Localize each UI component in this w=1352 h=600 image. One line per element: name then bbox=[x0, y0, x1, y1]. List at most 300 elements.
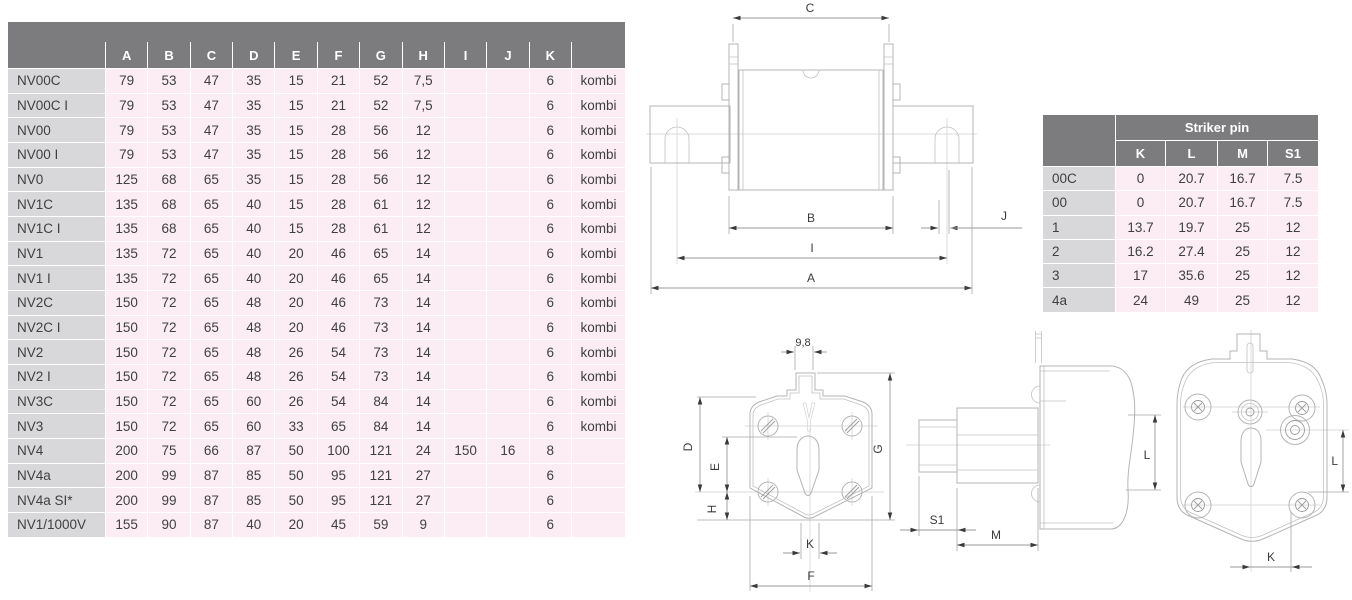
table-cell: 24 bbox=[402, 438, 444, 463]
dim-label-s1: S1 bbox=[929, 513, 945, 527]
table-cell: 150 bbox=[105, 339, 147, 364]
row-label: NV4a bbox=[8, 463, 105, 488]
table-cell: 6 bbox=[529, 216, 571, 241]
table-cell: 25 bbox=[1217, 239, 1267, 263]
table-cell: 73 bbox=[359, 364, 401, 389]
table-cell: 35 bbox=[232, 68, 274, 93]
table-cell: 150 bbox=[105, 364, 147, 389]
table-cell: 73 bbox=[359, 339, 401, 364]
table-cell: 20 bbox=[274, 265, 316, 290]
table-cell bbox=[486, 216, 528, 241]
dim-label-m: M bbox=[991, 528, 1001, 542]
table-cell bbox=[444, 241, 486, 266]
table-cell: 20.7 bbox=[1165, 190, 1217, 214]
table-cell: 14 bbox=[402, 265, 444, 290]
table-cell: 73 bbox=[359, 290, 401, 315]
table-cell: 135 bbox=[105, 241, 147, 266]
table-cell: 14 bbox=[402, 241, 444, 266]
table-cell: 125 bbox=[105, 167, 147, 192]
row-label: NV00C I bbox=[8, 93, 105, 118]
dim-label-c: C bbox=[805, 1, 815, 15]
table-cell: 47 bbox=[190, 93, 232, 118]
table-cell: 54 bbox=[317, 389, 359, 414]
table-cell: 65 bbox=[359, 265, 401, 290]
row-label: NV2C bbox=[8, 290, 105, 315]
table-cell: 72 bbox=[147, 364, 189, 389]
table-cell: 20 bbox=[274, 512, 316, 537]
column-header: C bbox=[190, 42, 232, 68]
table-cell: 84 bbox=[359, 389, 401, 414]
table-cell: 12 bbox=[1267, 263, 1318, 287]
column-header: J bbox=[486, 42, 528, 68]
table-cell: 15 bbox=[274, 93, 316, 118]
table-cell: 6 bbox=[529, 339, 571, 364]
table-cell: 52 bbox=[359, 68, 401, 93]
table-cell: 28 bbox=[317, 167, 359, 192]
table-cell bbox=[486, 339, 528, 364]
table-cell bbox=[444, 68, 486, 93]
table-cell: 6 bbox=[529, 389, 571, 414]
table-cell: 7,5 bbox=[402, 93, 444, 118]
row-label: 00C bbox=[1043, 166, 1115, 190]
table-cell: 19.7 bbox=[1165, 215, 1217, 239]
table-cell: 72 bbox=[147, 265, 189, 290]
table-cell: 60 bbox=[232, 389, 274, 414]
table-cell: 25 bbox=[1217, 215, 1267, 239]
table-cell: 26 bbox=[274, 389, 316, 414]
table-cell: 95 bbox=[317, 487, 359, 512]
table-cell: 12 bbox=[402, 142, 444, 167]
dimensions-table bbox=[8, 22, 625, 537]
table-cell: 65 bbox=[190, 216, 232, 241]
table-cell: 26 bbox=[274, 339, 316, 364]
table-cell: 40 bbox=[232, 241, 274, 266]
table-cell: 47 bbox=[190, 68, 232, 93]
table-cell: 53 bbox=[147, 117, 189, 142]
table-cell bbox=[486, 167, 528, 192]
table-cell: 6 bbox=[529, 93, 571, 118]
table-header-band bbox=[8, 22, 625, 42]
technical-drawings bbox=[630, 0, 1352, 600]
table-cell bbox=[444, 512, 486, 537]
table-cell bbox=[444, 191, 486, 216]
table-cell bbox=[486, 463, 528, 488]
table-cell bbox=[571, 463, 625, 488]
table-cell: 13.7 bbox=[1115, 215, 1165, 239]
column-header: S1 bbox=[1267, 141, 1318, 166]
table-cell: kombi bbox=[571, 117, 625, 142]
table-cell: 25 bbox=[1217, 287, 1267, 311]
table-cell: 65 bbox=[317, 413, 359, 438]
table-cell: kombi bbox=[571, 265, 625, 290]
table-cell bbox=[444, 265, 486, 290]
table-cell: 6 bbox=[529, 290, 571, 315]
table-cell: 15 bbox=[274, 142, 316, 167]
table-cell: 84 bbox=[359, 413, 401, 438]
row-label: NV1/1000V bbox=[8, 512, 105, 537]
table-cell bbox=[486, 191, 528, 216]
table-cell: 28 bbox=[317, 191, 359, 216]
table-cell: 15 bbox=[274, 117, 316, 142]
dim-label-b: B bbox=[806, 211, 816, 225]
table-cell: 6 bbox=[529, 117, 571, 142]
table-cell: 35 bbox=[232, 167, 274, 192]
table-cell: 40 bbox=[232, 265, 274, 290]
table-cell: 20 bbox=[274, 315, 316, 340]
column-header: E bbox=[274, 42, 316, 68]
table-cell bbox=[486, 290, 528, 315]
table-cell: 46 bbox=[317, 265, 359, 290]
row-label: NV4 bbox=[8, 438, 105, 463]
table-cell: 65 bbox=[190, 364, 232, 389]
table-cell bbox=[486, 315, 528, 340]
table-cell bbox=[486, 413, 528, 438]
table-cell: 6 bbox=[529, 364, 571, 389]
table-cell: 47 bbox=[190, 117, 232, 142]
table-cell: 6 bbox=[529, 413, 571, 438]
table-cell bbox=[486, 265, 528, 290]
table-cell: 61 bbox=[359, 191, 401, 216]
table-cell: 46 bbox=[317, 290, 359, 315]
table-cell: 6 bbox=[529, 191, 571, 216]
table-cell: 53 bbox=[147, 93, 189, 118]
row-label: 2 bbox=[1043, 239, 1115, 263]
table-cell: 135 bbox=[105, 265, 147, 290]
column-header: I bbox=[444, 42, 486, 68]
table-cell bbox=[486, 389, 528, 414]
row-label: NV4a SI* bbox=[8, 487, 105, 512]
row-label: NV00C bbox=[8, 68, 105, 93]
table-cell: 24 bbox=[1115, 287, 1165, 311]
table-cell: kombi bbox=[571, 216, 625, 241]
table-cell: 79 bbox=[105, 68, 147, 93]
row-label: NV3C bbox=[8, 389, 105, 414]
table-cell bbox=[571, 512, 625, 537]
dim-label-l-side: L bbox=[1143, 448, 1151, 462]
table-cell: 200 bbox=[105, 463, 147, 488]
table-cell: 6 bbox=[529, 68, 571, 93]
table-cell: 65 bbox=[190, 241, 232, 266]
table-cell: kombi bbox=[571, 167, 625, 192]
table-cell: 50 bbox=[274, 438, 316, 463]
table-cell: 87 bbox=[190, 512, 232, 537]
table-cell: 99 bbox=[147, 463, 189, 488]
table-cell: 12 bbox=[1267, 239, 1318, 263]
table-cell: 28 bbox=[317, 142, 359, 167]
table-cell bbox=[486, 364, 528, 389]
table-cell bbox=[444, 167, 486, 192]
row-label: NV2 bbox=[8, 339, 105, 364]
table-cell: 21 bbox=[317, 68, 359, 93]
table-cell: 33 bbox=[274, 413, 316, 438]
table-cell bbox=[444, 413, 486, 438]
table-cell: kombi bbox=[571, 413, 625, 438]
table-cell: 46 bbox=[317, 315, 359, 340]
table-cell: 20 bbox=[274, 290, 316, 315]
table-cell: 12 bbox=[402, 216, 444, 241]
table-cell: 72 bbox=[147, 315, 189, 340]
table-cell: 14 bbox=[402, 364, 444, 389]
table-cell: 6 bbox=[529, 265, 571, 290]
table-cell: kombi bbox=[571, 142, 625, 167]
table-cell: 72 bbox=[147, 413, 189, 438]
table-cell: 0 bbox=[1115, 190, 1165, 214]
table-cell: 155 bbox=[105, 512, 147, 537]
row-label: 00 bbox=[1043, 190, 1115, 214]
table-cell: 48 bbox=[232, 290, 274, 315]
table-cell: 121 bbox=[359, 487, 401, 512]
table-cell: 27 bbox=[402, 487, 444, 512]
table-cell bbox=[486, 487, 528, 512]
row-label: NV1C bbox=[8, 191, 105, 216]
table-cell bbox=[444, 142, 486, 167]
table-cell: 16.7 bbox=[1217, 166, 1267, 190]
table-cell bbox=[444, 339, 486, 364]
table-cell: 87 bbox=[190, 463, 232, 488]
table-cell: 72 bbox=[147, 290, 189, 315]
column-header bbox=[571, 42, 625, 68]
table-cell: 90 bbox=[147, 512, 189, 537]
column-header: L bbox=[1165, 141, 1217, 166]
table-cell: 53 bbox=[147, 68, 189, 93]
table-cell: 79 bbox=[105, 117, 147, 142]
table-cell: 45 bbox=[317, 512, 359, 537]
table-cell: kombi bbox=[571, 389, 625, 414]
table-cell: 150 bbox=[105, 315, 147, 340]
table-cell bbox=[486, 68, 528, 93]
dim-label-i: I bbox=[810, 241, 814, 255]
table-cell: 68 bbox=[147, 191, 189, 216]
table-cell: 99 bbox=[147, 487, 189, 512]
table-cell bbox=[486, 117, 528, 142]
dim-label-d: D bbox=[681, 442, 695, 452]
table-cell: 40 bbox=[232, 191, 274, 216]
table-cell: 8 bbox=[529, 438, 571, 463]
table-cell: 60 bbox=[232, 413, 274, 438]
table-cell: 7.5 bbox=[1267, 166, 1318, 190]
row-label: NV00 I bbox=[8, 142, 105, 167]
table-cell: 73 bbox=[359, 315, 401, 340]
table-cell bbox=[444, 487, 486, 512]
dim-label-e: E bbox=[708, 462, 722, 472]
table-cell: 72 bbox=[147, 389, 189, 414]
table-cell: 14 bbox=[402, 290, 444, 315]
table-corner bbox=[8, 42, 105, 68]
table-cell: 14 bbox=[402, 315, 444, 340]
table-cell: 6 bbox=[529, 512, 571, 537]
table-cell bbox=[444, 117, 486, 142]
table-cell: 12 bbox=[402, 167, 444, 192]
table-cell: kombi bbox=[571, 93, 625, 118]
table-cell bbox=[444, 290, 486, 315]
row-label: NV00 bbox=[8, 117, 105, 142]
table-cell: 68 bbox=[147, 167, 189, 192]
table-cell: 87 bbox=[232, 438, 274, 463]
table-cell: 9 bbox=[402, 512, 444, 537]
table-cell: 28 bbox=[317, 216, 359, 241]
table-cell: 16.2 bbox=[1115, 239, 1165, 263]
table-cell: 6 bbox=[529, 241, 571, 266]
column-header: K bbox=[1115, 141, 1165, 166]
table-cell: 150 bbox=[105, 413, 147, 438]
dim-label-k: K bbox=[805, 537, 815, 551]
table-cell: 85 bbox=[232, 463, 274, 488]
table-cell: 65 bbox=[190, 413, 232, 438]
table-cell: 65 bbox=[190, 290, 232, 315]
table-cell: 48 bbox=[232, 364, 274, 389]
row-label: NV2C I bbox=[8, 315, 105, 340]
table-cell: 6 bbox=[529, 142, 571, 167]
table-cell: 17 bbox=[1115, 263, 1165, 287]
table-cell: 46 bbox=[317, 241, 359, 266]
table-cell: 200 bbox=[105, 438, 147, 463]
table-cell: kombi bbox=[571, 191, 625, 216]
row-label: NV1C I bbox=[8, 216, 105, 241]
dim-label-l-rear: L bbox=[1331, 454, 1338, 468]
table-cell: 40 bbox=[232, 512, 274, 537]
table-cell: 121 bbox=[359, 438, 401, 463]
table-cell: 56 bbox=[359, 117, 401, 142]
table-cell: 12 bbox=[402, 191, 444, 216]
table-cell: 56 bbox=[359, 167, 401, 192]
table-cell: 7.5 bbox=[1267, 190, 1318, 214]
table-cell bbox=[571, 487, 625, 512]
table-cell: 35 bbox=[232, 93, 274, 118]
table-cell: 6 bbox=[529, 487, 571, 512]
table-cell: 7,5 bbox=[402, 68, 444, 93]
table-cell bbox=[444, 315, 486, 340]
fuse-front-view bbox=[646, 1, 1022, 294]
table-cell: 150 bbox=[105, 389, 147, 414]
table-cell: 14 bbox=[402, 389, 444, 414]
table-cell: 65 bbox=[190, 315, 232, 340]
column-header: D bbox=[232, 42, 274, 68]
table-cell: 54 bbox=[317, 364, 359, 389]
table-cell: kombi bbox=[571, 315, 625, 340]
table-cell: 47 bbox=[190, 142, 232, 167]
table-cell: 35 bbox=[232, 142, 274, 167]
table-cell: 16.7 bbox=[1217, 190, 1267, 214]
table-cell: 95 bbox=[317, 463, 359, 488]
table-cell: 79 bbox=[105, 142, 147, 167]
table-cell: 72 bbox=[147, 339, 189, 364]
table-cell: 21 bbox=[317, 93, 359, 118]
table-cell: kombi bbox=[571, 290, 625, 315]
table-cell bbox=[444, 93, 486, 118]
table-cell: 15 bbox=[274, 191, 316, 216]
table-cell: 53 bbox=[147, 142, 189, 167]
row-label: NV3 bbox=[8, 413, 105, 438]
table-cell: 66 bbox=[190, 438, 232, 463]
column-header: B bbox=[147, 42, 189, 68]
table-cell: 150 bbox=[444, 438, 486, 463]
dim-label-k-rear: K bbox=[1266, 550, 1276, 564]
table-cell: 75 bbox=[147, 438, 189, 463]
column-header: A bbox=[105, 42, 147, 68]
table-cell: 28 bbox=[317, 117, 359, 142]
table-cell: 15 bbox=[274, 167, 316, 192]
table-cell: 200 bbox=[105, 487, 147, 512]
table-cell: 72 bbox=[147, 241, 189, 266]
table-cell: 20 bbox=[274, 241, 316, 266]
table-cell: 100 bbox=[317, 438, 359, 463]
dim-label-9-8: 9,8 bbox=[795, 337, 811, 349]
table-cell: 16 bbox=[486, 438, 528, 463]
table-cell: kombi bbox=[571, 339, 625, 364]
table-cell: 59 bbox=[359, 512, 401, 537]
table-cell: 65 bbox=[190, 265, 232, 290]
table-cell: 6 bbox=[529, 167, 571, 192]
table-cell: 25 bbox=[1217, 263, 1267, 287]
table-cell: 26 bbox=[274, 364, 316, 389]
table-cell: 12 bbox=[1267, 215, 1318, 239]
table-cell: 15 bbox=[274, 216, 316, 241]
table-cell bbox=[486, 512, 528, 537]
table-cell: 27.4 bbox=[1165, 239, 1217, 263]
row-label: 4a bbox=[1043, 287, 1115, 311]
table-cell: 65 bbox=[190, 389, 232, 414]
table-cell: 65 bbox=[190, 339, 232, 364]
fuse-end-view bbox=[681, 337, 895, 592]
table-cell bbox=[486, 241, 528, 266]
column-header: G bbox=[359, 42, 401, 68]
table-cell: 14 bbox=[402, 413, 444, 438]
table-cell: kombi bbox=[571, 68, 625, 93]
table-cell: 20.7 bbox=[1165, 166, 1217, 190]
table-cell bbox=[571, 438, 625, 463]
striker-pin-title: Striker pin bbox=[1115, 115, 1318, 141]
dim-label-g: G bbox=[871, 444, 885, 454]
table-cell: 150 bbox=[105, 290, 147, 315]
table-cell: 56 bbox=[359, 142, 401, 167]
row-label: NV0 bbox=[8, 167, 105, 192]
table-cell: 48 bbox=[232, 315, 274, 340]
table-cell: 121 bbox=[359, 463, 401, 488]
table-cell: 12 bbox=[402, 117, 444, 142]
table-cell bbox=[486, 142, 528, 167]
table-cell bbox=[444, 216, 486, 241]
table-cell: 54 bbox=[317, 339, 359, 364]
dim-label-h: H bbox=[705, 504, 719, 514]
dim-label-j: J bbox=[1001, 209, 1007, 223]
dim-label-a: A bbox=[806, 271, 816, 285]
column-header: M bbox=[1217, 141, 1267, 166]
table-cell: 85 bbox=[232, 487, 274, 512]
table-cell: 135 bbox=[105, 216, 147, 241]
row-label: NV1 I bbox=[8, 265, 105, 290]
table-cell: 12 bbox=[1267, 287, 1318, 311]
table-cell: 79 bbox=[105, 93, 147, 118]
table-cell: 6 bbox=[529, 463, 571, 488]
table-cell: 50 bbox=[274, 463, 316, 488]
table-cell: 48 bbox=[232, 339, 274, 364]
fuse-side-view bbox=[900, 331, 1161, 551]
table-cell: 52 bbox=[359, 93, 401, 118]
row-label: NV2 I bbox=[8, 364, 105, 389]
table-cell: 49 bbox=[1165, 287, 1217, 311]
table-cell: 40 bbox=[232, 216, 274, 241]
table-cell: 14 bbox=[402, 339, 444, 364]
table-cell: kombi bbox=[571, 241, 625, 266]
row-label: 3 bbox=[1043, 263, 1115, 287]
table-cell: 0 bbox=[1115, 166, 1165, 190]
column-header: K bbox=[529, 42, 571, 68]
table-cell: 65 bbox=[190, 167, 232, 192]
dim-label-f: F bbox=[807, 569, 815, 583]
table-cell: 68 bbox=[147, 216, 189, 241]
table-cell bbox=[444, 364, 486, 389]
table-cell: kombi bbox=[571, 364, 625, 389]
